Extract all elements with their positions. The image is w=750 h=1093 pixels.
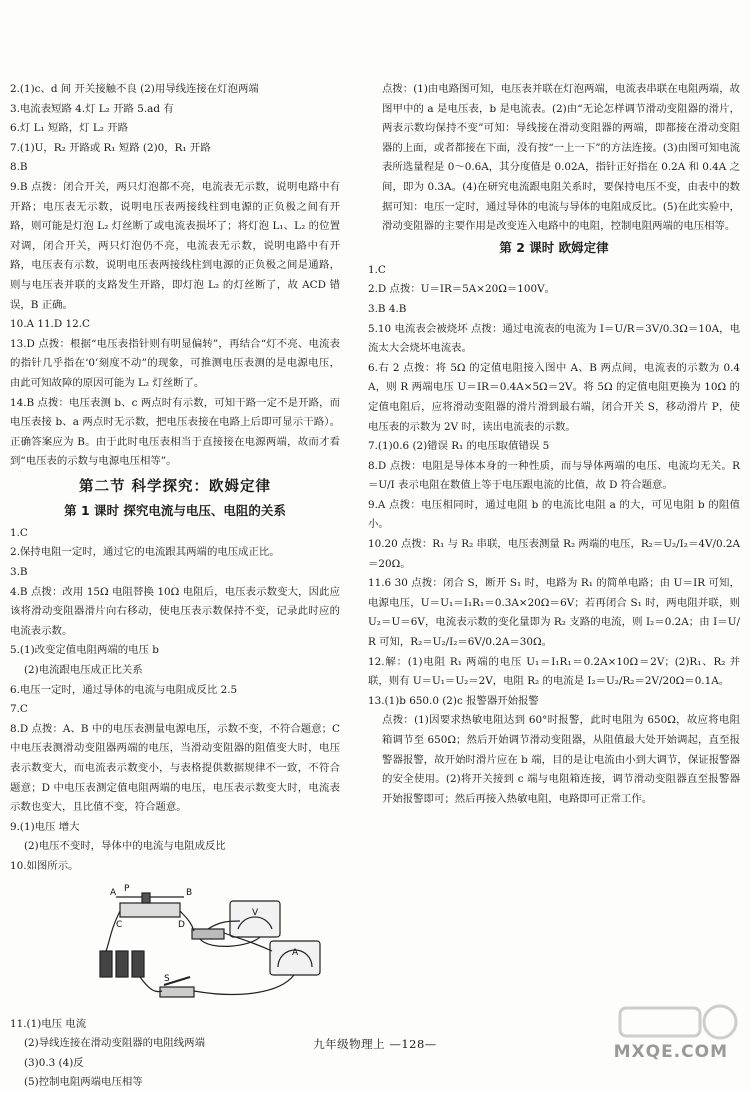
answer-line: 6.右 2 点拨：将 5Ω 的定值电阻接入图中 A、B 两点间，电流表的示数为 0.4A，则 R 两端电压 U＝IR＝0.4A×5Ω＝2V。将 5Ω 的定值电阻更换为 10Ω 的定值电阻后，应将滑动变阻器的滑片滑到最右端，闭合开关 S，移动滑片 P，使电压表的示数为 2V 时，读出电流表的示数。 bbox=[368, 361, 740, 433]
answer-line: (2)电流跟电压成正比关系 bbox=[24, 664, 143, 677]
label-a: A bbox=[110, 887, 117, 898]
answer-line: 10.如图所示。 bbox=[10, 859, 79, 872]
label-v: V bbox=[252, 907, 259, 918]
label-d: D bbox=[178, 919, 185, 930]
battery-cell-1 bbox=[100, 951, 112, 977]
answer-line: 2.保持电阻一定时，通过它的电流跟其两端的电压成正比。 bbox=[10, 546, 280, 559]
answer-line: 2.D 点拨：U＝IR＝5A×20Ω＝100V。 bbox=[368, 283, 555, 296]
answer-line: 7.(1)U，R₂ 开路或 R₁ 短路 (2)0，R₁ 开路 bbox=[10, 141, 211, 154]
answer-line: 点拨：(1)由电路图可知，电压表并联在灯泡两端，电流表串联在电阻两端，故图甲中的 a 是电压表，b 是电流表。(2)由“无论怎样调节滑动变阻器的滑片，两表示数均保持不变”可知：导线接在滑动变阻器的两端，即都接在滑动变阻器的上面，或者都接在下面，没有按“一上一下”的方法连接。(3)由图可知电流表所选量程是 0～0.6A，其分度值是 0.02A，指针正好指在 0.2A 和 0.4A 之间，即为 0.3A。(4)在研究电流跟电阻关系时，要保持电压不变，由表中的数据可知：电压一定时，通过导体的电流与导体的电阻成反比。(5)在此实验中，滑动变阻器的主要作用是改变连入电路中的电阻，控制电阻两端的电压相等。 bbox=[382, 83, 740, 233]
answer-line: 11.(1)电压 电流 bbox=[10, 1017, 87, 1030]
watermark-text: MXQE.COM bbox=[613, 1042, 728, 1062]
right-column bbox=[368, 80, 740, 809]
answer-line: 14.B 点拨：电压表测 b、c 两点时有示数，可知干路一定不是开路，而电压表接 b、a 两点时无示数，把电压表接在电路上后即可显示干路）。正确答案应为 B。由于此时电压表相当于直接接在电源两端，故而才看到“电压表的示数与电源电压相等”。 bbox=[10, 396, 340, 468]
resistor bbox=[192, 929, 224, 939]
answer-line: 3.电流表短路 4.灯 L₂ 开路 5.ad 有 bbox=[10, 102, 174, 115]
lesson-title: 第 2 课时 欧姆定律 bbox=[499, 239, 609, 255]
ammeter-body bbox=[270, 941, 320, 975]
answer-line: 9.A 点拨：电压相同时，通过电阻 b 的电流比电阻 a 的大，可见电阻 b 的阻值小。 bbox=[368, 498, 740, 531]
answer-line: (5)控制电阻两端电压相等 bbox=[24, 1076, 143, 1089]
wire bbox=[106, 911, 123, 951]
circuit-figure bbox=[80, 881, 330, 1011]
answer-line: (2)电压不变时，导体中的电流与电阻成反比 bbox=[24, 840, 226, 853]
page-footer: 九年级物理上 —128— bbox=[313, 1037, 437, 1051]
label-c: C bbox=[116, 919, 123, 930]
answer-line: 7.(1)0.6 (2)错误 R₁ 的电压取值错误 5 bbox=[368, 440, 550, 453]
answer-line: 5.10 电流表会被烧坏 点拨：通过电流表的电流为 I＝U/R＝3V/0.3Ω＝10A，电流太大会烧坏电流表。 bbox=[368, 322, 740, 355]
answer-line: 4.B 点拨：改用 15Ω 电阻替换 10Ω 电阻后，电压表示数变大，因此应该将滑动变阻器滑片向右移动，使电压表示数保持不变，记录此时应的电流表示数。 bbox=[10, 585, 340, 637]
answer-line: 7.C bbox=[10, 703, 28, 716]
left-column bbox=[10, 80, 340, 1093]
wire bbox=[194, 975, 294, 994]
answer-line: 10.20 点拨：R₁ 与 R₂ 串联，电压表测量 R₂ 两端的电压，R₂＝U₂/I₂＝4V/0.2A＝20Ω。 bbox=[368, 538, 740, 570]
answer-line: 1.C bbox=[10, 526, 28, 539]
answer-line: 3.B bbox=[10, 566, 28, 579]
answer-line: 13.D 点拨：根据“电压表指针则有明显偏转”，再结合“灯不亮、电流表的指针几乎指在‘0’刻度不动”的现象，可推测电压表测的是电源电压，由此可知故障的原因可能为 L₂ 灯丝断了。 bbox=[10, 337, 340, 389]
answer-line: 5.(1)改变定值电阻两端的电压 b bbox=[10, 644, 159, 657]
rheostat-coil bbox=[120, 903, 180, 917]
answer-line: 11.6 30 点拨：闭合 S，断开 S₁ 时，电路为 R₁ 的简单电路；由 U＝IR 可知，电源电压，U＝U₁＝I₁R₁＝0.3A×20Ω＝6V；若再闭合 S₁ 时，两电阻并联，则 U₂＝U＝6V，电流表示数的变化量即为 R₂ 支路的电流，则 I₂＝0.2A；由 I＝U/R 可知，R₂＝U₂/I₂＝6V/0.2A＝30Ω。 bbox=[368, 577, 740, 649]
answer-line: 3.B 4.B bbox=[368, 302, 407, 315]
answer-line: 8.D 点拨：A、B 中的电压表测量电源电压，示数不变，不符合题意；C 中电压表测滑动变阻器两端的电压，当滑动变阻器的阻值变大时，电压表示数变大，而电流表示数变小，与表格提供数据规律不一致，不符合题意；D 中电压表测定值电阻两端的电压，电压表示数变大时，电流表示数也变大，且比值不变，符合题意。 bbox=[10, 722, 340, 814]
answer-line: (2)导线连接在滑动变阻器的电阻线两端 bbox=[24, 1037, 205, 1050]
label-b: B bbox=[186, 887, 193, 898]
battery-cell-3 bbox=[132, 951, 144, 977]
battery-cell-2 bbox=[116, 951, 128, 977]
answer-line: 9.(1)电压 增大 bbox=[10, 820, 80, 833]
answer-line: 13.(1)b 650.0 (2)c 报警器开始报警 bbox=[368, 694, 539, 707]
answer-line: 2.(1)c、d 间 开关接触不良 (2)用导线连接在灯泡两端 bbox=[10, 83, 259, 95]
label-ammeter: A bbox=[292, 947, 299, 958]
answer-line: 10.A 11.D 12.C bbox=[10, 318, 90, 331]
answer-line: 8.B bbox=[10, 161, 28, 174]
answer-line: (3)0.3 (4)反 bbox=[24, 1056, 84, 1069]
lesson-title: 第 1 课时 探究电流与电压、电阻的关系 bbox=[64, 502, 286, 518]
wire bbox=[140, 977, 162, 992]
answer-line: 8.D 点拨：电阻是导体本身的一种性质，而与导体两端的电压、电流均无关。R＝U/I 表示电阻在数值上等于电压跟电流的比值，故 D 符合题意。 bbox=[368, 459, 740, 492]
answer-line: 12.解：(1)电阻 R₁ 两端的电压 U₁＝I₁R₁＝0.2A×10Ω＝2V；(2)R₁、R₂ 并联，则有 U＝U₁＝U₂＝2V，电阻 R₂ 的电流是 I₂＝U₂/R₂＝2V/20Ω＝0.1A。 bbox=[368, 655, 740, 688]
answer-line: 6.电压一定时，通过导体的电流与电阻成反比 2.5 bbox=[10, 683, 238, 696]
switch-base bbox=[160, 987, 194, 997]
answer-line: 点拨：(1)因要求热敏电阻达到 60°时报警，此时电阻为 650Ω，故应将电阻箱调节至 650Ω；然后开始调节滑动变阻器，从阻值最大处开始调起，直至报警器报警，故开始时滑片应在 b 端，目的是让电流由小到大调节，保证报警器的安全使用。(2)将开关接到 c 端与电阻箱连接，调节滑动变阻器直至报警器开始报警即可；然后再接入热敏电阻，电路即可正常工作。 bbox=[382, 714, 740, 805]
circuit-drawing bbox=[80, 881, 330, 1011]
answer-line: 1.C bbox=[368, 263, 386, 276]
answer-line: 6.灯 L₁ 短路，灯 L₂ 开路 bbox=[10, 122, 128, 135]
voltmeter-body bbox=[230, 901, 280, 937]
label-s: S bbox=[164, 973, 170, 984]
section-title: 第二节 科学探究：欧姆定律 bbox=[78, 478, 272, 495]
label-p: P bbox=[124, 883, 130, 894]
rheostat-slider bbox=[142, 893, 150, 903]
answer-line: 9.B 点拨：闭合开关，两只灯泡都不亮，电流表无示数，说明电路中有开路；电压表无示数，说明电压表两接线柱到电源的正负极之间有开路，则可能是灯泡 L₂ 灯丝断了或电流表损坏了；将灯泡 L₁、L₂ 的位置对调，闭合开关，两只灯泡仍不亮，电流表无示数，说明电路中有开路，电压表有示数，说明电压表两接线柱到电源的正负极之间是通路，则与电压表并联的支路发生开路，即灯泡 L₂ 的灯丝断了，故 ACD 错误，B 正确。 bbox=[10, 180, 340, 311]
